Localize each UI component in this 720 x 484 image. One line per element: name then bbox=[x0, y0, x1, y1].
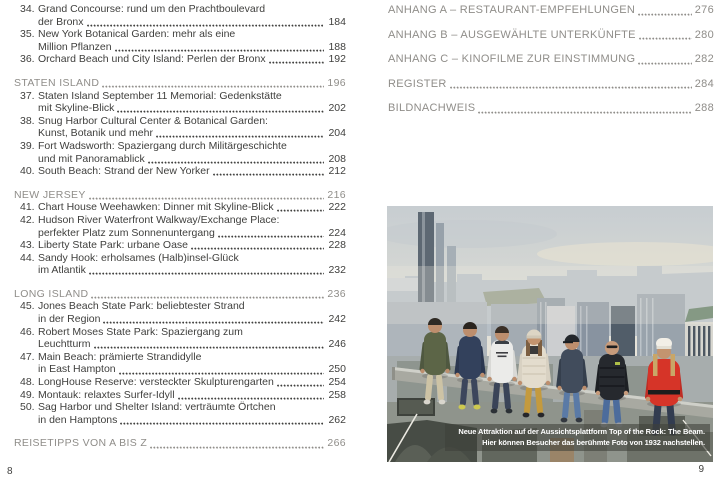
appendix-label: ANHANG B – AUSGEWÄHLTE UNTERKÜNFTE bbox=[388, 28, 636, 41]
photo-top-of-the-rock bbox=[387, 206, 713, 462]
entry-number: 37. bbox=[20, 89, 35, 102]
entry-page-number: 188 bbox=[328, 40, 346, 53]
toc-entry-line bbox=[14, 115, 346, 128]
appendix-page-number: 282 bbox=[694, 53, 714, 66]
entry-page-number: 224 bbox=[328, 226, 346, 239]
toc-entry-continuation bbox=[14, 16, 346, 29]
entry-number: 34. bbox=[20, 3, 35, 15]
entry-page-number: 232 bbox=[328, 264, 346, 277]
dotted-leader bbox=[269, 61, 324, 64]
dotted-leader bbox=[94, 346, 324, 349]
photo-caption bbox=[445, 424, 710, 451]
toc-entry-line bbox=[14, 300, 346, 313]
toc-section bbox=[14, 437, 346, 450]
entry-page-number: 246 bbox=[328, 338, 346, 351]
entry-title: Staten Island September 11 Memorial: Gedenkstätte bbox=[38, 89, 282, 102]
entry-page-number: 192 bbox=[328, 53, 346, 66]
toc-entry-line bbox=[14, 3, 346, 16]
appendix-line bbox=[388, 4, 714, 17]
dotted-leader bbox=[102, 85, 324, 88]
entry-page-number: 250 bbox=[328, 363, 346, 376]
toc-entry-line bbox=[14, 351, 346, 364]
dotted-leader bbox=[120, 422, 324, 425]
section-header bbox=[14, 288, 346, 301]
entry-number: 47. bbox=[20, 350, 35, 363]
entry-page-number: 208 bbox=[328, 152, 346, 165]
toc-entry-line bbox=[14, 53, 346, 66]
entry-title: Main Beach: prämierte Strandidylle bbox=[38, 350, 202, 363]
entry-page-number: 204 bbox=[328, 127, 346, 140]
entry-number: 49. bbox=[20, 388, 35, 401]
entry-number: 36. bbox=[20, 53, 35, 66]
entry-title-continuation: der Bronx bbox=[38, 15, 84, 28]
toc-section bbox=[14, 3, 346, 66]
entry-number: 39. bbox=[20, 139, 35, 152]
section-header-label: STATEN ISLAND bbox=[14, 76, 100, 89]
toc-entry-continuation bbox=[14, 264, 346, 277]
appendix-line bbox=[388, 78, 714, 91]
toc-entry-continuation bbox=[14, 102, 346, 115]
page-number-right: 9 bbox=[698, 464, 704, 475]
entry-number: 46. bbox=[20, 325, 35, 338]
entry-number: 35. bbox=[20, 28, 35, 41]
entry-number: 41. bbox=[20, 201, 35, 214]
dotted-leader bbox=[156, 135, 324, 138]
entry-title-continuation: in den Hamptons bbox=[38, 413, 118, 426]
dotted-leader bbox=[119, 372, 324, 375]
section-header bbox=[14, 77, 346, 90]
entry-title-continuation: in East Hampton bbox=[38, 363, 116, 376]
entry-title-continuation: im Atlantik bbox=[38, 264, 86, 277]
toc-entry-line bbox=[14, 239, 346, 252]
entry-title: Liberty State Park: urbane Oase bbox=[38, 239, 188, 252]
entry-number: 43. bbox=[20, 239, 35, 252]
toc-entry-line bbox=[14, 389, 346, 402]
toc-entry-continuation bbox=[14, 363, 346, 376]
toc-entry-continuation bbox=[14, 313, 346, 326]
photo-caption-line1: Neue Attraktion auf der Aussichtsplattform Top of the Rock: The Beam. bbox=[458, 427, 705, 436]
dotted-leader bbox=[178, 397, 324, 400]
toc-entry-line bbox=[14, 28, 346, 41]
dotted-leader bbox=[213, 173, 324, 176]
entry-page-number: 242 bbox=[328, 313, 346, 326]
toc-entry-continuation bbox=[14, 414, 346, 427]
entry-title: LongHouse Reserve: versteckter Skulpturengarten bbox=[38, 376, 274, 389]
dotted-leader bbox=[450, 86, 692, 89]
dotted-leader bbox=[277, 384, 324, 387]
entry-page-number: 258 bbox=[328, 388, 346, 401]
section-page-number: 236 bbox=[327, 287, 346, 300]
section-header bbox=[14, 437, 346, 450]
section-header-label: LONG ISLAND bbox=[14, 287, 89, 300]
toc-section bbox=[14, 189, 346, 277]
dotted-leader bbox=[638, 62, 692, 65]
entry-title-continuation: Million Pflanzen bbox=[38, 40, 112, 53]
appendix-line bbox=[388, 53, 714, 66]
dotted-leader bbox=[91, 296, 324, 299]
toc-entry-continuation bbox=[14, 41, 346, 54]
entry-page-number: 262 bbox=[328, 413, 346, 426]
section-page-number: 216 bbox=[327, 188, 346, 201]
appendix-label: BILDNACHWEIS bbox=[388, 102, 476, 115]
entry-title-continuation: und mit Panoramablick bbox=[38, 152, 145, 165]
toc-entry-continuation bbox=[14, 338, 346, 351]
dotted-leader bbox=[191, 247, 324, 250]
appendix-page-number: 284 bbox=[694, 77, 714, 90]
entry-page-number: 228 bbox=[328, 239, 346, 252]
entry-title-continuation: Leuchtturm bbox=[38, 338, 91, 351]
toc-section bbox=[14, 77, 346, 178]
entry-title-continuation: perfekter Platz zum Sonnenuntergang bbox=[38, 226, 215, 239]
toc-entry-line bbox=[14, 214, 346, 227]
entry-title: New York Botanical Garden: mehr als eine bbox=[38, 28, 236, 41]
toc-entry-line bbox=[14, 401, 346, 414]
entry-title-continuation: Kunst, Botanik und mehr bbox=[38, 127, 153, 140]
dotted-leader bbox=[478, 111, 692, 114]
page-number-left: 8 bbox=[7, 466, 13, 477]
entry-title: Grand Concourse: rund um den Prachtboulevard bbox=[38, 3, 266, 15]
toc-entry-line bbox=[14, 201, 346, 214]
entry-number: 40. bbox=[20, 165, 35, 178]
section-header-label: NEW JERSEY bbox=[14, 188, 86, 201]
dotted-leader bbox=[277, 209, 324, 212]
entry-page-number: 212 bbox=[328, 165, 346, 178]
toc-entry-line bbox=[14, 376, 346, 389]
entry-title: Hudson River Waterfront Walkway/Exchange Place: bbox=[38, 213, 280, 226]
entry-title-continuation: mit Skyline-Blick bbox=[38, 102, 115, 115]
entry-title: Robert Moses State Park: Spaziergang zum bbox=[38, 325, 243, 338]
entry-number: 42. bbox=[20, 213, 35, 226]
toc-entry-line bbox=[14, 140, 346, 153]
section-page-number: 266 bbox=[327, 437, 346, 450]
appendix-label: ANHANG A – RESTAURANT-EMPFEHLUNGEN bbox=[388, 4, 636, 16]
toc-entry-line bbox=[14, 90, 346, 103]
toc-section bbox=[14, 288, 346, 427]
entry-page-number: 202 bbox=[328, 102, 346, 115]
dotted-leader bbox=[218, 235, 324, 238]
dotted-leader bbox=[115, 49, 324, 52]
dotted-leader bbox=[89, 272, 324, 275]
appendix-list bbox=[388, 4, 714, 127]
entry-page-number: 254 bbox=[328, 376, 346, 389]
entry-page-number: 222 bbox=[328, 201, 346, 214]
dotted-leader bbox=[87, 24, 324, 27]
entry-number: 45. bbox=[20, 300, 35, 313]
dotted-leader bbox=[89, 197, 324, 200]
dotted-leader bbox=[117, 110, 324, 113]
section-header bbox=[14, 189, 346, 202]
toc-entry-continuation bbox=[14, 227, 346, 240]
dotted-leader bbox=[148, 161, 324, 164]
toc-entry-line bbox=[14, 252, 346, 265]
dotted-leader bbox=[150, 446, 324, 449]
entry-title: South Beach: Strand der New Yorker bbox=[38, 165, 210, 178]
photo-caption-line2: Hier können Besucher das berühmte Foto von 1932 nachstellen. bbox=[482, 437, 705, 447]
entry-number: 44. bbox=[20, 251, 35, 264]
entry-title: Snug Harbor Cultural Center & Botanical Garden: bbox=[38, 114, 268, 127]
appendix-page-number: 288 bbox=[694, 102, 714, 115]
appendix-line bbox=[388, 102, 714, 115]
entry-title: Chart House Weehawken: Dinner mit Skyline-Blick bbox=[38, 201, 274, 214]
entry-number: 48. bbox=[20, 376, 35, 389]
toc-left-list bbox=[14, 3, 346, 450]
toc-entry-line bbox=[14, 165, 346, 178]
entry-title: Orchard Beach und City Island: Perlen der Bronx bbox=[38, 53, 266, 66]
appendix-label: ANHANG C – KINOFILME ZUR EINSTIMMUNG bbox=[388, 53, 636, 66]
entry-page-number: 184 bbox=[328, 15, 346, 28]
section-header-label: REISETIPPS VON A BIS Z bbox=[14, 437, 148, 450]
entry-number: 50. bbox=[20, 401, 35, 414]
section-page-number: 196 bbox=[327, 76, 346, 89]
toc-entry-line bbox=[14, 326, 346, 339]
appendix-page-number: 280 bbox=[694, 28, 714, 41]
entry-title: Sag Harbor und Shelter Island: verträumte Örtchen bbox=[38, 401, 276, 414]
entry-number: 38. bbox=[20, 114, 35, 127]
appendix-line bbox=[388, 29, 714, 42]
entry-title: Fort Wadsworth: Spaziergang durch Militärgeschichte bbox=[38, 139, 287, 152]
entry-title: Montauk: relaxtes Surfer-Idyll bbox=[38, 388, 175, 401]
toc-entry-continuation bbox=[14, 127, 346, 140]
appendix-label: REGISTER bbox=[388, 77, 447, 90]
entry-title: Jones Beach State Park: beliebtester Strand bbox=[38, 300, 245, 313]
entry-title: Sandy Hook: erholsames (Halb)insel-Glück bbox=[38, 251, 239, 264]
toc-entry-continuation bbox=[14, 153, 346, 166]
dotted-leader bbox=[639, 37, 692, 40]
dotted-leader bbox=[103, 321, 324, 324]
appendix-page-number: 276 bbox=[694, 4, 714, 16]
entry-title-continuation: in der Region bbox=[38, 313, 101, 326]
dotted-leader bbox=[638, 13, 692, 16]
